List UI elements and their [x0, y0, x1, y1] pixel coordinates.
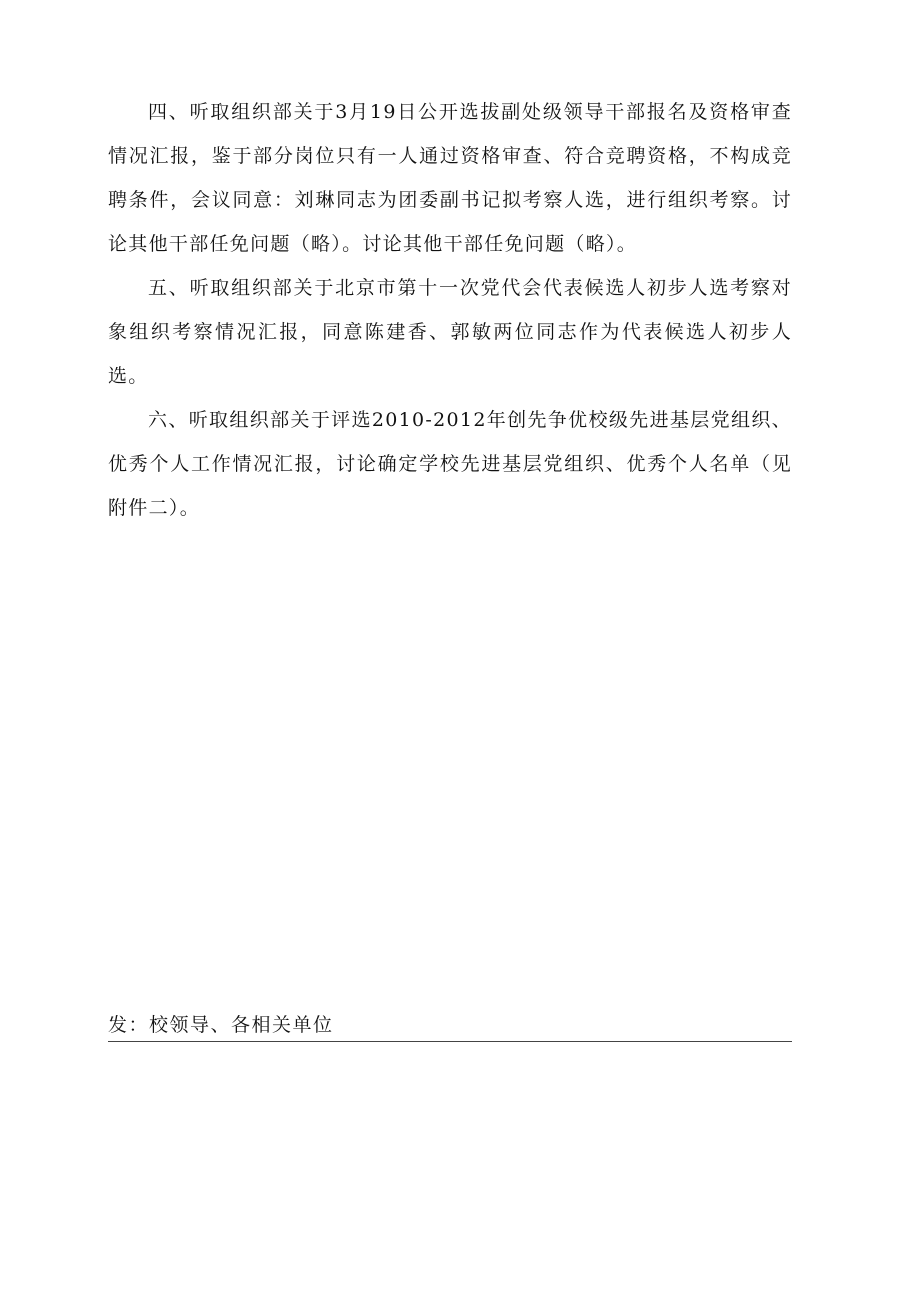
distribution-line: 发：校领导、各相关单位	[108, 1014, 334, 1036]
distribution-block	[108, 1011, 792, 1042]
paragraph-item-6: 六、听取组织部关于评选2010-2012年创先争优校级先进基层党组织、优秀个人工作情况汇报，讨论确定学校先进基层党组织、优秀个人名单（见附件二）。	[108, 409, 792, 519]
document-body	[108, 90, 792, 530]
paragraph-item-5: 五、听取组织部关于北京市第十一次党代会代表候选人初步人选考察对象组织考察情况汇报，同意陈建香、郭敏两位同志作为代表候选人初步人选。	[108, 277, 792, 387]
paragraph-item-4: 四、听取组织部关于3月19日公开选拔副处级领导干部报名及资格审查情况汇报，鉴于部分岗位只有一人通过资格审查、符合竞聘资格，不构成竞聘条件，会议同意：刘琳同志为团委副书记拟考察人选，进行组织考察。讨论其他干部任免问题（略）。讨论其他干部任免问题（略）。	[108, 101, 792, 255]
distribution-divider	[108, 1041, 792, 1042]
